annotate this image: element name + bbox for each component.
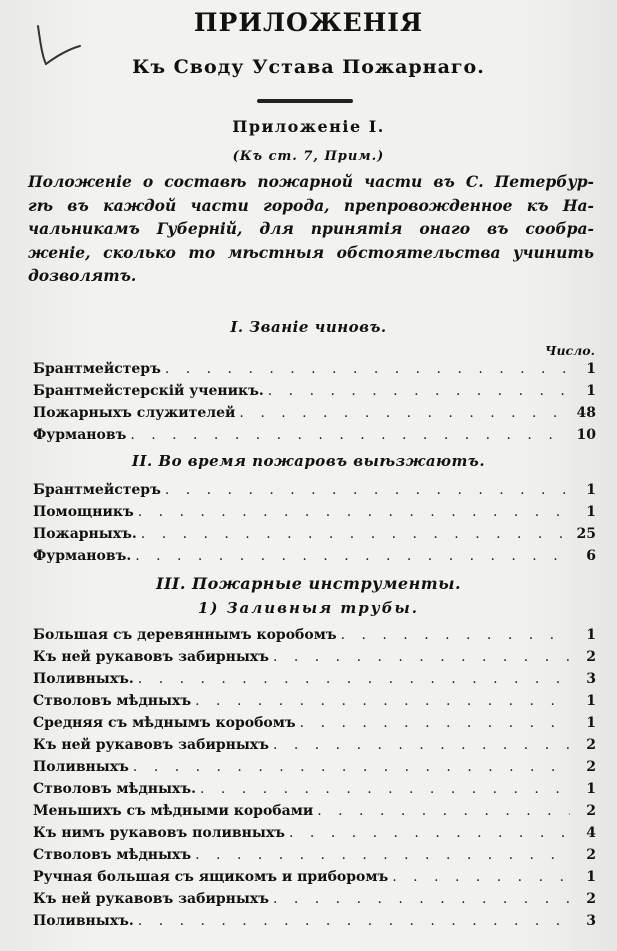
- row-label: Фурмановъ.: [33, 548, 132, 564]
- table-row: [33, 800, 596, 822]
- section-heading-ranks: I. Званіе чиновъ.: [230, 318, 387, 336]
- table-row: [33, 358, 596, 380]
- leader-dots: [273, 734, 570, 756]
- row-label: Поливныхъ: [33, 759, 129, 775]
- table-row: [33, 402, 596, 424]
- table-row: [33, 501, 596, 523]
- row-label: Брантмейстеръ: [33, 482, 161, 498]
- leader-dots: [273, 888, 570, 910]
- leader-dots: [273, 646, 570, 668]
- page-subtitle: Къ Своду Устава Пожарнаго.: [132, 56, 485, 78]
- table-row: [33, 545, 596, 567]
- row-label: Стволовъ мѣдныхъ.: [33, 781, 197, 797]
- leader-dots: [341, 624, 570, 646]
- page-title: ПРИЛОЖЕНІЯ: [193, 8, 424, 37]
- intro-line: чальникамъ Губерній, для принятія онаго въ сообра-: [28, 219, 594, 238]
- table-row: [33, 734, 596, 756]
- divider-rule: [257, 99, 353, 103]
- leader-dots: [392, 866, 570, 888]
- table-row: [33, 822, 596, 844]
- row-value: 1: [586, 361, 596, 377]
- table-row: [33, 523, 596, 545]
- row-value: 1: [586, 869, 596, 885]
- table-row: [33, 690, 596, 712]
- row-value: 1: [586, 383, 596, 399]
- row-label: Пожарныхъ.: [33, 526, 137, 542]
- intro-line: женіе, сколько то мѣстныя обстоятельства учинить: [28, 242, 594, 262]
- leader-dots: [165, 358, 570, 380]
- column-header-count: Число.: [545, 343, 595, 358]
- row-value: 2: [586, 803, 596, 819]
- row-label: Средняя съ мѣднымъ коробомъ: [33, 715, 296, 731]
- row-label: Фурмановъ: [33, 427, 127, 443]
- table-row: [33, 844, 596, 866]
- row-value: 2: [586, 847, 596, 863]
- table-row: [33, 624, 596, 646]
- row-value: 2: [586, 737, 596, 753]
- row-value: 2: [586, 759, 596, 775]
- leader-dots: [200, 778, 570, 800]
- row-label: Пожарныхъ служителей: [33, 405, 236, 421]
- row-value: 1: [586, 504, 596, 520]
- row-value: 2: [586, 649, 596, 665]
- row-value: 1: [586, 482, 596, 498]
- leader-dots: [133, 756, 570, 778]
- subsection-heading-pumps: 1) Заливныя трубы.: [197, 599, 420, 617]
- table-row: [33, 910, 596, 932]
- row-value: 10: [576, 427, 596, 443]
- row-label: Къ нимъ рукавовъ поливныхъ: [33, 825, 286, 841]
- row-value: 4: [586, 825, 596, 841]
- leader-dots: [300, 712, 570, 734]
- section-heading-instruments: III. Пожарные инструменты.: [155, 574, 462, 593]
- table-row: [33, 380, 596, 402]
- table-row: [33, 646, 596, 668]
- row-value: 1: [586, 693, 596, 709]
- row-label: Брантмейстеръ: [33, 361, 161, 377]
- row-label: Къ ней рукавовъ забирныхъ: [33, 891, 269, 907]
- row-value: 3: [586, 913, 596, 929]
- leader-dots: [138, 910, 570, 932]
- table-row: [33, 479, 596, 501]
- row-label: Помощникъ: [33, 504, 134, 520]
- intro-paragraph: [28, 170, 594, 288]
- table-row: [33, 712, 596, 734]
- leader-dots: [317, 800, 570, 822]
- row-value: 6: [586, 548, 596, 564]
- row-label: Стволовъ мѣдныхъ: [33, 693, 192, 709]
- table-row: [33, 778, 596, 800]
- row-label: Стволовъ мѣдныхъ: [33, 847, 192, 863]
- leader-dots: [141, 523, 570, 545]
- intro-line: дозволятъ.: [28, 266, 137, 285]
- leader-dots: [138, 501, 570, 523]
- leader-dots: [239, 402, 570, 424]
- row-label: Поливныхъ.: [33, 671, 134, 687]
- leader-dots: [195, 690, 570, 712]
- table-row: [33, 424, 596, 446]
- leader-dots: [130, 424, 570, 446]
- article-reference: (Къ ст. 7, Прим.): [232, 149, 385, 164]
- row-value: 1: [586, 627, 596, 643]
- row-label: Меньшихъ съ мѣдными коробами: [33, 803, 314, 819]
- leader-dots: [289, 822, 570, 844]
- row-value: 1: [586, 715, 596, 731]
- leader-dots: [165, 479, 570, 501]
- leader-dots: [135, 545, 570, 567]
- intro-line: гѣ въ каждой части города, препровожденное къ На-: [28, 195, 594, 215]
- leader-dots: [138, 668, 570, 690]
- table-row: [33, 756, 596, 778]
- row-label: Брантмейстерскій ученикъ.: [33, 383, 264, 399]
- row-label: Къ ней рукавовъ забирныхъ: [33, 649, 269, 665]
- row-value: 3: [586, 671, 596, 687]
- table-row: [33, 668, 596, 690]
- table-row: [33, 888, 596, 910]
- leader-dots: [268, 380, 570, 402]
- row-label: Къ ней рукавовъ забирныхъ: [33, 737, 269, 753]
- row-value: 2: [586, 891, 596, 907]
- row-value: 48: [576, 405, 596, 421]
- section-heading-departures: II. Во время пожаровъ выѣзжаютъ.: [131, 452, 486, 470]
- row-label: Большая съ деревяннымъ коробомъ: [33, 627, 337, 643]
- table-row: [33, 866, 596, 888]
- row-value: 25: [576, 526, 596, 542]
- intro-line: Положеніе о составѣ пожарной части въ С. Петербур-: [28, 172, 594, 191]
- appendix-title: Приложеніе І.: [232, 117, 385, 136]
- row-label: Поливныхъ.: [33, 913, 134, 929]
- row-value: 1: [586, 781, 596, 797]
- row-label: Ручная большая съ ящикомъ и приборомъ: [33, 869, 389, 885]
- leader-dots: [195, 844, 570, 866]
